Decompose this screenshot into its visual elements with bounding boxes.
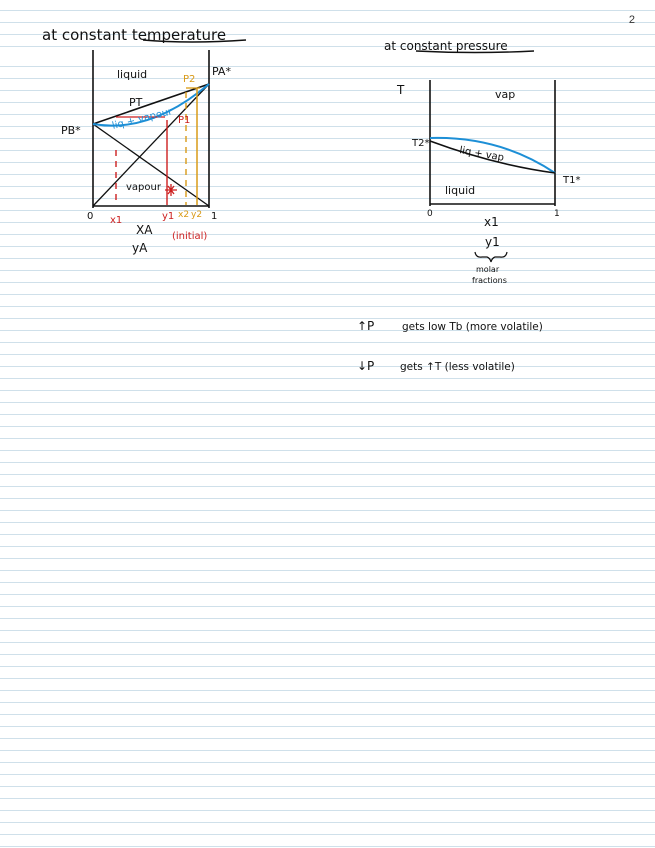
note1-text: gets low Tb (more volatile) xyxy=(402,321,543,333)
right-tick-0: 0 xyxy=(427,209,433,219)
note1-arrow: ↑P xyxy=(357,319,375,333)
notes xyxy=(357,319,543,373)
left-tick-0: 0 xyxy=(87,211,94,222)
p2-label: P2 xyxy=(183,74,196,85)
brace xyxy=(475,252,507,262)
constant-temperature-diagram xyxy=(42,26,246,255)
y1-label: y1 xyxy=(162,211,175,222)
region-vap-label: vap xyxy=(495,88,516,101)
axis-xa-label: XA xyxy=(136,223,153,237)
note2-text: gets ↑T (less volatile) xyxy=(400,361,515,373)
two-phase-region-label: liq + vapour xyxy=(111,106,174,132)
axis-ya-label: yA xyxy=(132,241,148,255)
left-tick-1: 1 xyxy=(211,211,218,222)
constant-pressure-diagram xyxy=(384,39,580,285)
page-number: 2 xyxy=(628,14,635,26)
brace-note-molar: molar xyxy=(476,265,500,274)
t2-star-label: T2* xyxy=(412,138,430,149)
pa-star-label: PA* xyxy=(212,65,231,78)
region-liquid-label: liquid xyxy=(445,184,476,197)
heading-constant-temperature: at constant temperature xyxy=(42,26,227,44)
y2-label: y2 xyxy=(191,210,203,220)
partial-pressure-b-line xyxy=(93,124,209,206)
right-tick-1: 1 xyxy=(554,209,560,219)
region-liquid-label: liquid xyxy=(117,68,148,81)
initial-note: (initial) xyxy=(172,231,208,242)
t1-star-label: T1* xyxy=(563,175,581,186)
y1-label: y1 xyxy=(485,235,500,249)
region-vapour-label: vapour xyxy=(126,182,161,193)
brace-note-fractions: fractions xyxy=(472,276,507,285)
x1-label: x1 xyxy=(110,215,123,226)
x1-label: x1 xyxy=(484,215,499,229)
axis-t-label: T xyxy=(397,83,405,97)
note2-arrow: ↓P xyxy=(357,359,375,373)
two-phase-region-label: liq + vap xyxy=(458,145,505,164)
heading-constant-pressure: at constant pressure xyxy=(384,39,508,53)
x2-label: x2 xyxy=(178,210,190,220)
pb-star-label: PB* xyxy=(61,124,81,137)
pt-label: PT xyxy=(129,96,143,109)
p1-label: P1 xyxy=(178,115,191,126)
